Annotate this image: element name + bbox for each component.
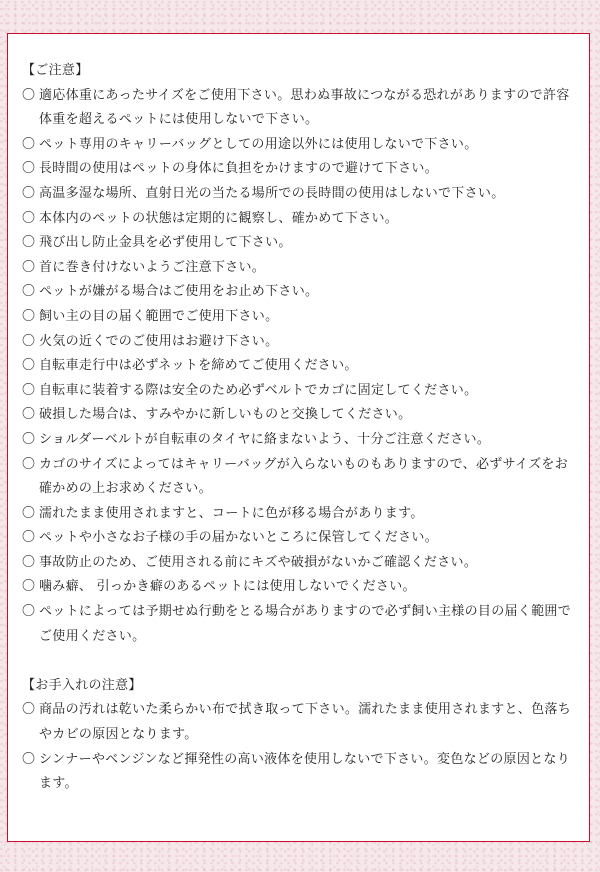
caution-text: 長時間の使用はペットの身体に負担をかけますので避けて下さい。 [39,161,439,177]
circle-bullet-icon: 〇 [22,358,36,374]
care-item [22,748,577,797]
caution-item [22,526,577,551]
care-item [22,698,577,747]
caution-text: ペットや小さなお子様の手の届かないところに保管してください。 [39,530,439,546]
caution-text: 噛み癖、 引っかき癖のあるペットには使用しないでください。 [39,579,416,595]
care-text: シンナーやベンジンなど揮発性の高い液体を使用しないで下さい。変色などの原因となります。 [39,751,571,792]
caution-text: 事故防止のため、ご使用される前にキズや破損がないかご確認ください。 [39,554,478,570]
notice-panel [7,33,590,842]
caution-text: 濡れたまま使用されますと、コートに色が移る場合があります。 [39,505,424,521]
caution-item [22,157,577,182]
circle-bullet-icon: 〇 [22,751,36,767]
care-heading: 【お手入れの注意】 [22,677,142,693]
caution-item [22,330,577,355]
caution-text: 首に巻き付けないようご注意下さい。 [39,259,266,275]
caution-text: 本体内のペットの状態は定期的に観察し、確かめて下さい。 [39,210,399,226]
care-list [22,698,577,796]
caution-item [22,207,577,232]
caution-text: 自転車走行中は必ずネットを締めてご使用ください。 [39,358,358,374]
caution-item [22,256,577,281]
circle-bullet-icon: 〇 [22,333,36,349]
caution-text: ショルダーベルトが自転車のタイヤに絡まないよう、十分ご注意ください。 [39,431,491,447]
caution-text: 火気の近くでのご使用はお避け下さい。 [39,333,279,349]
caution-text: カゴのサイズによってはキャリーバッグが入らないものもありますので、必ずサイズをお確かめの上お求めください。 [39,456,569,497]
cautions-heading: 【ご注意】 [22,63,89,78]
caution-text: 破損した場合は、すみやかに新しいものと交換してください。 [39,407,412,423]
caution-text: ペットが嫌がる場合はご使用をお止め下さい。 [39,284,319,300]
circle-bullet-icon: 〇 [22,505,36,521]
caution-item [22,231,577,256]
caution-item [22,354,577,379]
caution-item [22,182,577,207]
circle-bullet-icon: 〇 [22,579,36,595]
caution-text: 高温多湿な場所、直射日光の当たる場所での長時間の使用はしないで下さい。 [39,185,505,201]
circle-bullet-icon: 〇 [22,308,36,324]
circle-bullet-icon: 〇 [22,431,36,447]
circle-bullet-icon: 〇 [22,554,36,570]
caution-item [22,428,577,453]
circle-bullet-icon: 〇 [22,161,36,177]
circle-bullet-icon: 〇 [22,382,36,398]
circle-bullet-icon: 〇 [22,87,36,103]
caution-item [22,600,577,649]
caution-item [22,453,577,502]
caution-text: 飼い主の目の届く範囲でご使用下さい。 [39,308,279,324]
circle-bullet-icon: 〇 [22,407,36,423]
circle-bullet-icon: 〇 [22,136,36,152]
caution-item [22,575,577,600]
caution-item [22,305,577,330]
cautions-list [22,84,577,650]
caution-item [22,403,577,428]
circle-bullet-icon: 〇 [22,259,36,275]
caution-item [22,280,577,305]
caution-item [22,133,577,158]
section-spacer [22,649,577,674]
circle-bullet-icon: 〇 [22,235,36,251]
caution-item [22,551,577,576]
caution-item [22,84,577,133]
notice-content [22,59,577,797]
caution-text: ペット専用のキャリーバッグとしての用途以外には使用しないで下さい。 [39,136,478,152]
caution-text: ペットによっては予期せぬ行動をとる場合がありますので必ず飼い主様の目の届く範囲でご使用ください。 [39,604,572,644]
caution-item [22,502,577,527]
circle-bullet-icon: 〇 [22,702,36,718]
caution-item [22,379,577,404]
circle-bullet-icon: 〇 [22,530,36,546]
circle-bullet-icon: 〇 [22,604,36,620]
caution-text: 適応体重にあったサイズをご使用下さい。思わぬ事故につながる恐れがありますので許容体重を超えるペットには使用しないで下さい。 [39,87,570,128]
caution-text: 飛び出し防止金具を必ず使用して下さい。 [39,235,292,251]
circle-bullet-icon: 〇 [22,210,36,226]
circle-bullet-icon: 〇 [22,456,36,472]
circle-bullet-icon: 〇 [22,185,36,201]
circle-bullet-icon: 〇 [22,284,36,300]
care-text: 商品の汚れは乾いた柔らかい布で拭き取って下さい。濡れたまま使用されますと、色落ちやカビの原因となります。 [39,702,572,743]
caution-text: 自転車に装着する際は安全のため必ずベルトでカゴに固定してください。 [39,382,478,398]
